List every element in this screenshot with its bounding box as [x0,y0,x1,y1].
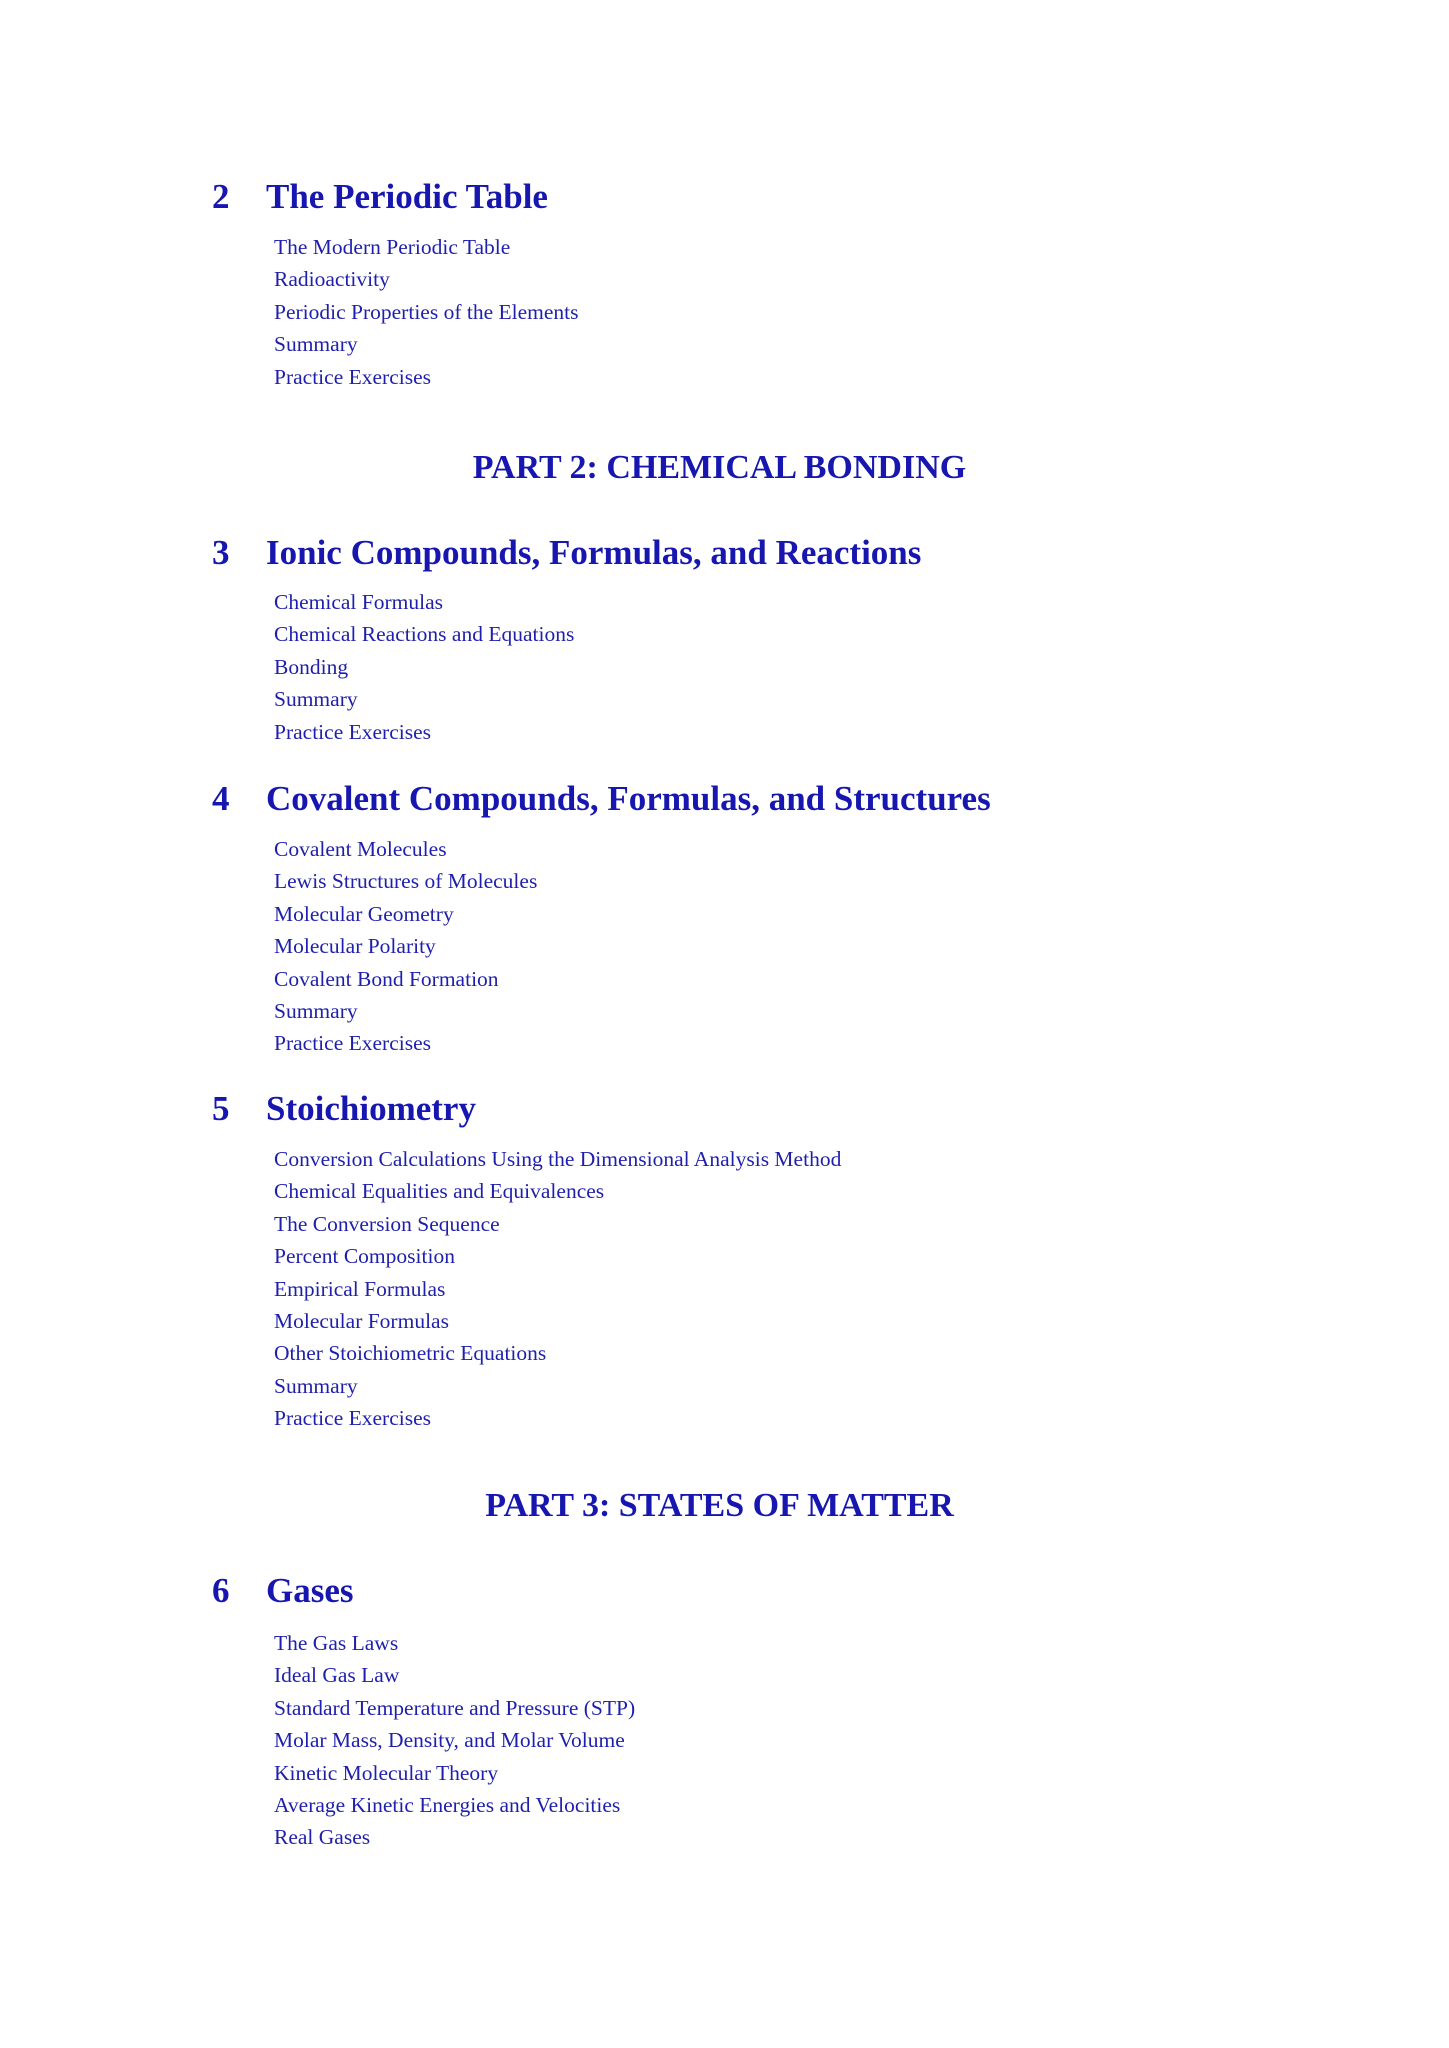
section-link[interactable]: Covalent Molecules [274,837,447,861]
section-link[interactable]: Kinetic Molecular Theory [274,1760,499,1785]
chapter-2 [0,175,1449,389]
section-list [274,231,579,393]
chapter-title[interactable]: Gases [266,1571,354,1610]
chapter-3 [0,531,1449,744]
section-link[interactable]: Periodic Properties of the Elements [274,299,579,324]
section-link[interactable]: Lewis Structures of Molecules [274,869,538,894]
section-link[interactable]: Practice Exercises [274,1406,431,1431]
chapter-title[interactable]: Ionic Compounds, Formulas, and Reactions [266,533,922,572]
section-link[interactable]: Molecular Polarity [274,934,436,959]
section-link[interactable]: The Modern Periodic Table [274,235,511,259]
section-link[interactable]: Practice Exercises [274,719,431,744]
section-link[interactable]: Summary [274,999,358,1024]
section-link[interactable]: Molar Mass, Density, and Molar Volume [274,1728,625,1753]
part-heading [0,446,1449,490]
section-link[interactable]: Bonding [274,654,349,679]
section-link[interactable]: The Gas Laws [274,1631,399,1655]
section-list [274,586,574,748]
section-link[interactable]: Real Gases [274,1825,371,1850]
part-heading [0,1484,1449,1528]
chapter-title[interactable]: The Periodic Table [266,177,548,216]
chapter-5 [0,1087,1449,1431]
section-link[interactable]: Radioactivity [274,267,390,292]
section-link[interactable]: Ideal Gas Law [274,1663,400,1688]
section-link[interactable]: Chemical Formulas [274,590,443,614]
section-link[interactable]: Conversion Calculations Using the Dimensional Analysis Method [274,1147,842,1171]
chapter-6 [0,1569,1449,1850]
section-link[interactable]: Molecular Geometry [274,901,454,926]
section-link[interactable]: Molecular Formulas [274,1309,449,1334]
section-link[interactable]: Chemical Equalities and Equivalences [274,1179,605,1204]
section-list [274,1627,635,1854]
chapter-number: 5 [212,1089,230,1128]
part-title[interactable]: PART 3: STATES OF MATTER [485,1487,954,1524]
chapter-title[interactable]: Covalent Compounds, Formulas, and Structures [266,779,991,818]
section-link[interactable]: Summary [274,687,358,712]
section-link[interactable]: Percent Composition [274,1244,455,1269]
section-link[interactable]: Chemical Reactions and Equations [274,622,575,647]
chapter-number: 4 [212,779,230,818]
section-link[interactable]: Summary [274,332,358,357]
chapter-number: 2 [212,177,230,216]
section-link[interactable]: The Conversion Sequence [274,1211,500,1236]
section-link[interactable]: Other Stoichiometric Equations [274,1341,547,1366]
section-link[interactable]: Summary [274,1373,358,1398]
chapter-4 [0,777,1449,1056]
part-title[interactable]: PART 2: CHEMICAL BONDING [472,449,967,486]
section-link[interactable]: Practice Exercises [274,1031,431,1056]
section-link[interactable]: Standard Temperature and Pressure (STP) [274,1695,636,1720]
chapter-number: 6 [212,1571,230,1610]
section-link[interactable]: Practice Exercises [274,364,431,389]
section-list [274,833,537,1060]
section-link[interactable]: Average Kinetic Energies and Velocities [274,1793,621,1818]
chapter-title[interactable]: Stoichiometry [266,1089,476,1128]
section-link[interactable]: Empirical Formulas [274,1276,446,1301]
chapter-number: 3 [212,533,230,572]
section-link[interactable]: Covalent Bond Formation [274,966,499,991]
section-list [274,1143,841,1435]
